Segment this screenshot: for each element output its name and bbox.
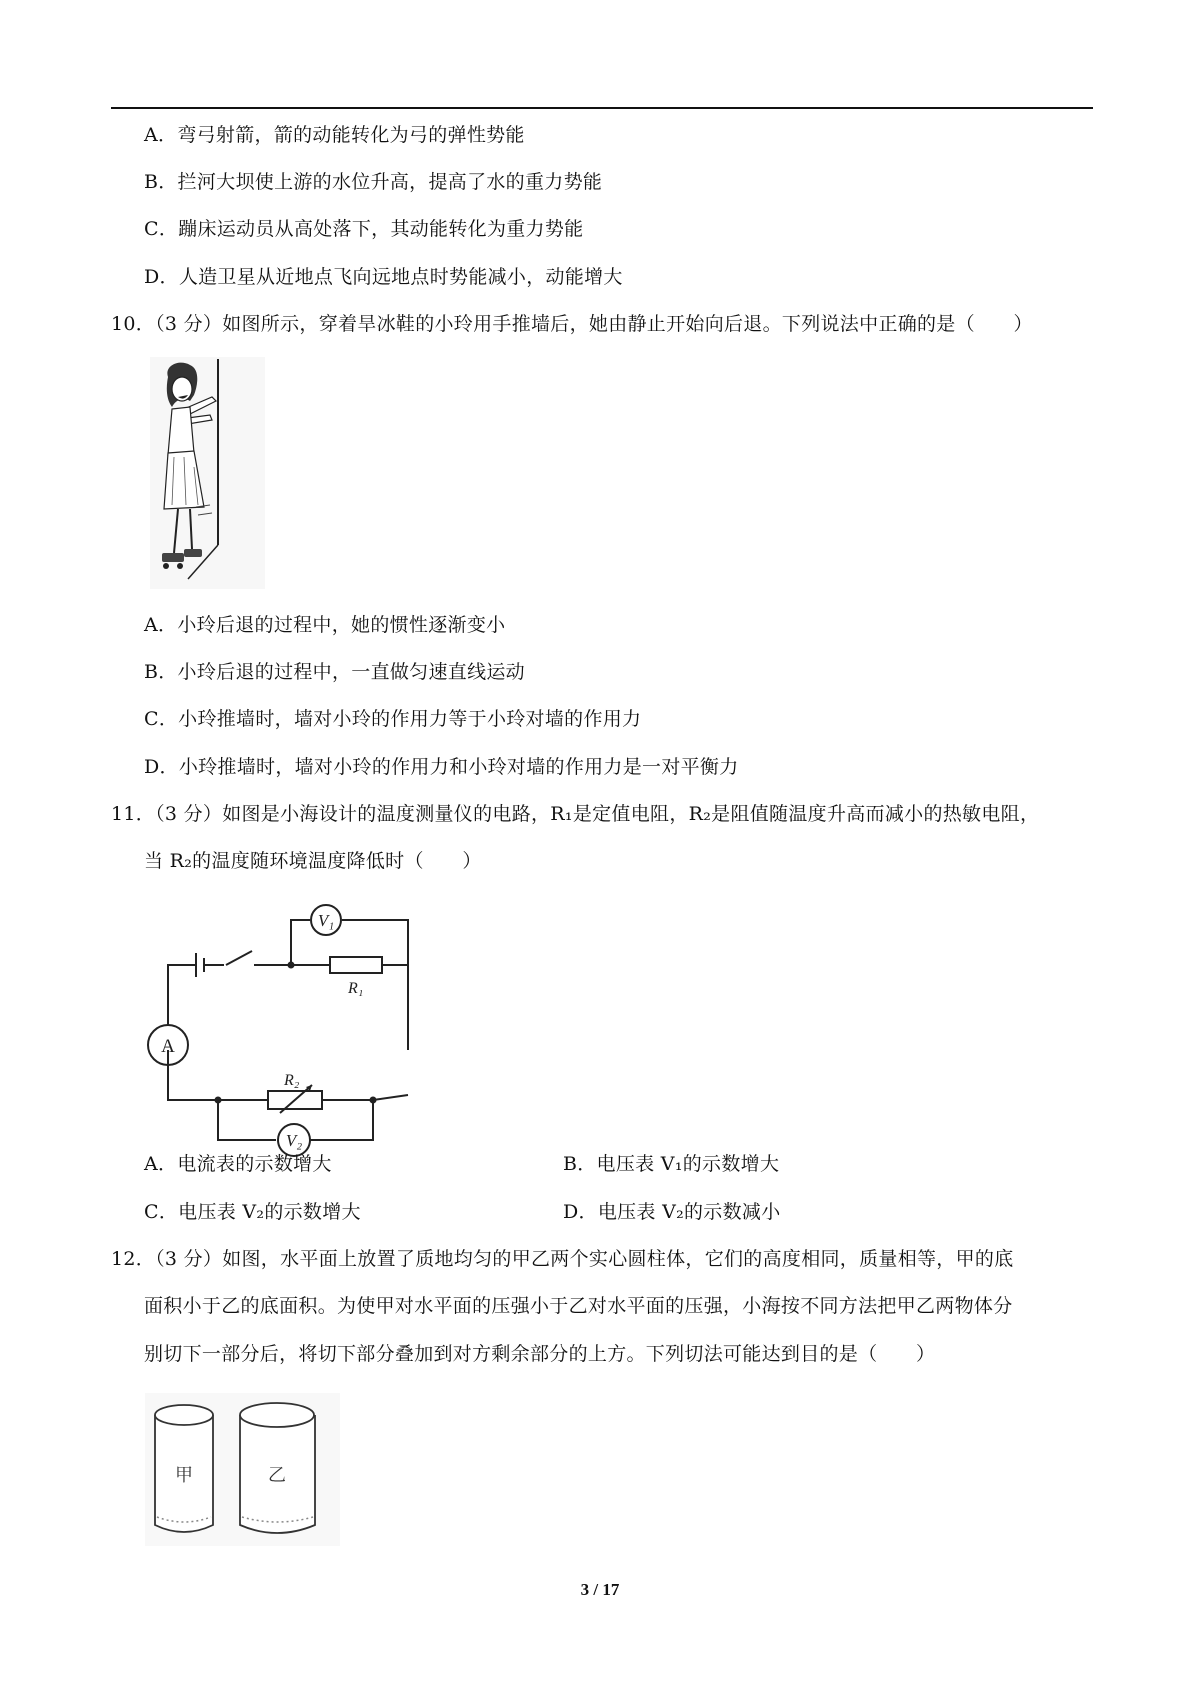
circuit-label-r1: R₁: [348, 980, 364, 997]
q9-option-d: D．人造卫星从近地点飞向远地点时势能减小，动能增大: [144, 266, 623, 288]
q11-option-c: C．电压表 V₂的示数增大: [144, 1201, 361, 1223]
q11-option-b: B．电压表 V₁的示数增大: [563, 1153, 780, 1175]
circuit-label-a: A: [161, 1036, 175, 1057]
circuit-label-r2: R₂: [284, 1072, 300, 1089]
header-rule: [111, 107, 1093, 109]
q10-option-c: C．小玲推墙时，墙对小玲的作用力等于小玲对墙的作用力: [144, 708, 642, 730]
q12-stem-line3: 别切下一部分后，将切下部分叠加到对方剩余部分的上方。下列切法可能达到目的是（ ）: [144, 1343, 936, 1365]
q11-option-d: D．电压表 V₂的示数减小: [563, 1201, 781, 1223]
circuit-label-v1: V₁: [317, 911, 335, 930]
q12-stem-line1: 12．（3 分）如图，水平面上放置了质地均匀的甲乙两个实心圆柱体，它们的高度相同，质量相等，甲的底: [111, 1248, 1014, 1270]
q10-option-a: A．小玲后退的过程中，她的惯性逐渐变小: [144, 614, 506, 636]
q10-option-d: D．小玲推墙时，墙对小玲的作用力和小玲对墙的作用力是一对平衡力: [144, 756, 739, 778]
q11-option-a: A．电流表的示数增大: [144, 1153, 332, 1175]
q9-option-b: B．拦河大坝使上游的水位升高，提高了水的重力势能: [144, 171, 603, 193]
cylinder-label-jia: 甲: [175, 1465, 193, 1486]
cylinder-label-yi: 乙: [268, 1465, 286, 1486]
q9-option-a: A．弯弓射箭，箭的动能转化为弓的弹性势能: [144, 124, 525, 146]
q9-option-c: C．蹦床运动员从高处落下，其动能转化为重力势能: [144, 218, 584, 240]
page-number: 3 / 17: [580, 1580, 620, 1599]
q10-option-b: B．小玲后退的过程中，一直做匀速直线运动: [144, 661, 525, 683]
q12-cylinders-figure: [145, 1393, 340, 1546]
q10-girl-pushing-wall-figure: [150, 357, 265, 589]
q11-circuit-diagram: [148, 895, 413, 1150]
q12-stem-line2: 面积小于乙的底面积。为使甲对水平面的压强小于乙对水平面的压强，小海按不同方法把甲乙两物体分: [144, 1295, 1013, 1317]
q10-stem: 10．（3 分）如图所示，穿着旱冰鞋的小玲用手推墙后，她由静止开始向后退。下列说法中正确的是（ ）: [111, 313, 1033, 335]
circuit-label-v2: V₂: [285, 1131, 303, 1150]
q11-stem-line2: 当 R₂的温度随环境温度降低时（ ）: [144, 850, 482, 872]
q11-stem-line1: 11．（3 分）如图是小海设计的温度测量仪的电路，R₁是定值电阻，R₂是阻值随温度升高而减小的热敏电阻，: [111, 803, 1040, 825]
